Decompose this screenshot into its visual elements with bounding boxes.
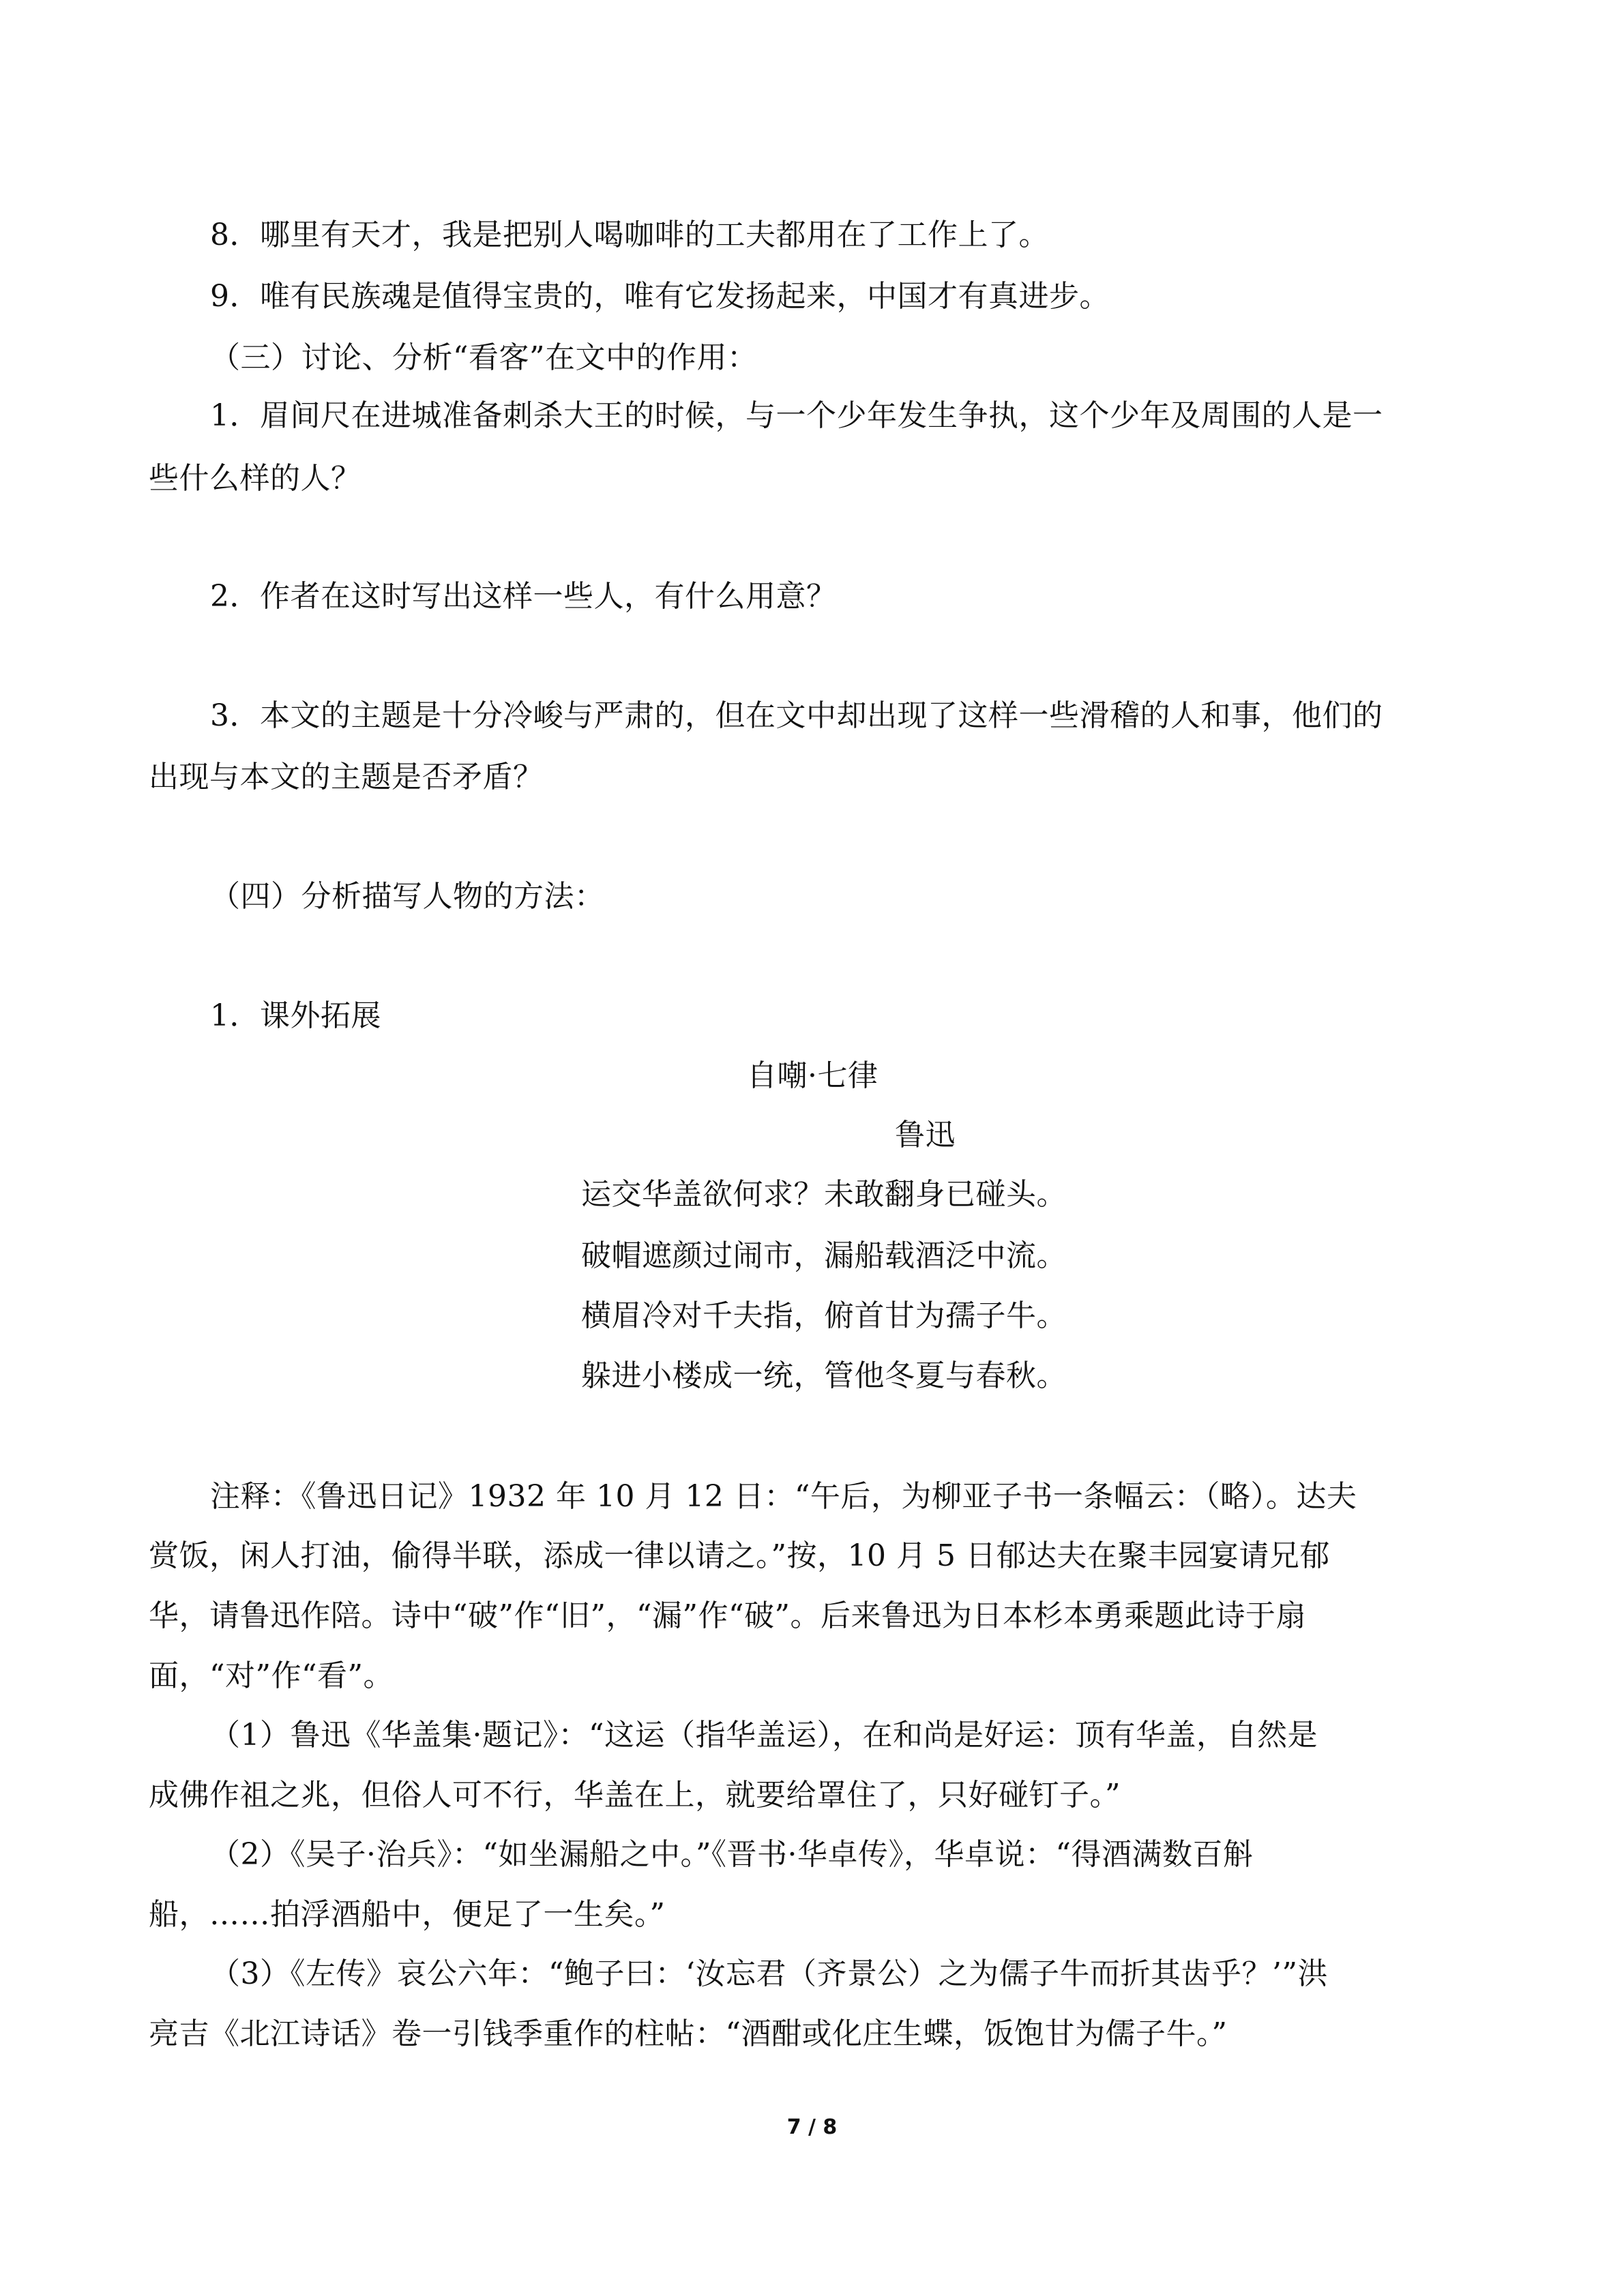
poem-line-3: 横眉冷对千夫指，俯首甘为孺子牛。	[581, 1298, 1067, 1333]
poem-line-1: 运交华盖欲何求？未敢翻身已碰头。	[581, 1177, 1067, 1212]
list-item-9: 9．唯有民族魂是值得宝贵的，唯有它发扬起来，中国才有真进步。	[210, 279, 1110, 314]
note-3-line-2: 亮吉《北江诗话》卷一引钱季重作的柱帖：“酒酣或化庄生蝶，饭饱甘为儒子牛。”	[149, 2016, 1228, 2051]
section-4-heading: （四）分析描写人物的方法：	[210, 879, 605, 914]
question-3-line-2: 出现与本文的主题是否矛盾？	[149, 760, 544, 794]
question-3-line-1: 3．本文的主题是十分冷峻与严肃的，但在文中却出现了这样一些滑稽的人和事，他们的	[210, 698, 1383, 733]
poem-line-2: 破帽遮颜过闹市，漏船载酒泛中流。	[581, 1238, 1067, 1273]
section-3-heading: （三）讨论、分析“看客”在文中的作用：	[210, 340, 758, 375]
poem-title: 自嘲·七律	[747, 1058, 879, 1093]
poem-line-4: 躲进小楼成一统，管他冬夏与春秋。	[581, 1358, 1067, 1393]
list-item-8: 8．哪里有天才，我是把别人喝咖啡的工夫都用在了工作上了。	[210, 218, 1049, 252]
subsection-1-heading: 1．课外拓展	[210, 998, 381, 1033]
note-2-line-2: 船，……拍浮酒船中，便足了一生矣。”	[149, 1897, 666, 1932]
question-2: 2．作者在这时写出这样一些人，有什么用意？	[210, 579, 837, 614]
note-main-line-1: 注释：《鲁迅日记》1932 年 10 月 12 日：“午后，为柳亚子书一条幅云：（略）。达夫	[210, 1479, 1357, 1514]
note-3-line-1: （3）《左传》哀公六年：“鲍子曰：‘汝忘君（齐景公）之为儒子牛而折其齿乎？’”洪	[210, 1956, 1328, 1991]
poem-author: 鲁迅	[895, 1118, 956, 1152]
note-main-line-4: 面，“对”作“看”。	[149, 1658, 394, 1693]
note-main-line-3: 华，请鲁迅作陪。诗中“破”作“旧”，“漏”作“破”。后来鲁迅为日本杉本勇乘题此诗于扇	[149, 1598, 1306, 1633]
note-2-line-1: （2）《吴子·治兵》：“如坐漏船之中。”《晋书·华卓传》，华卓说：“得酒满数百斛	[210, 1837, 1254, 1872]
page-number: 7 / 8	[786, 2115, 838, 2139]
note-main-line-2: 赏饭，闲人打油，偷得半联，添成一律以请之。”按，10 月 5 日郁达夫在聚丰园宴请兄郁	[149, 1538, 1330, 1573]
question-1-line-1: 1．眉间尺在进城准备刺杀大王的时候，与一个少年发生争执，这个少年及周围的人是一	[210, 398, 1383, 433]
note-1-line-2: 成佛作祖之兆，但俗人可不行，华盖在上，就要给罩住了，只好碰钉子。”	[149, 1778, 1121, 1813]
question-1-line-2: 些什么样的人？	[149, 461, 361, 496]
note-1-line-1: （1）鲁迅《华盖集·题记》：“这运（指华盖运），在和尚是好运：顶有华盖，自然是	[210, 1718, 1318, 1753]
